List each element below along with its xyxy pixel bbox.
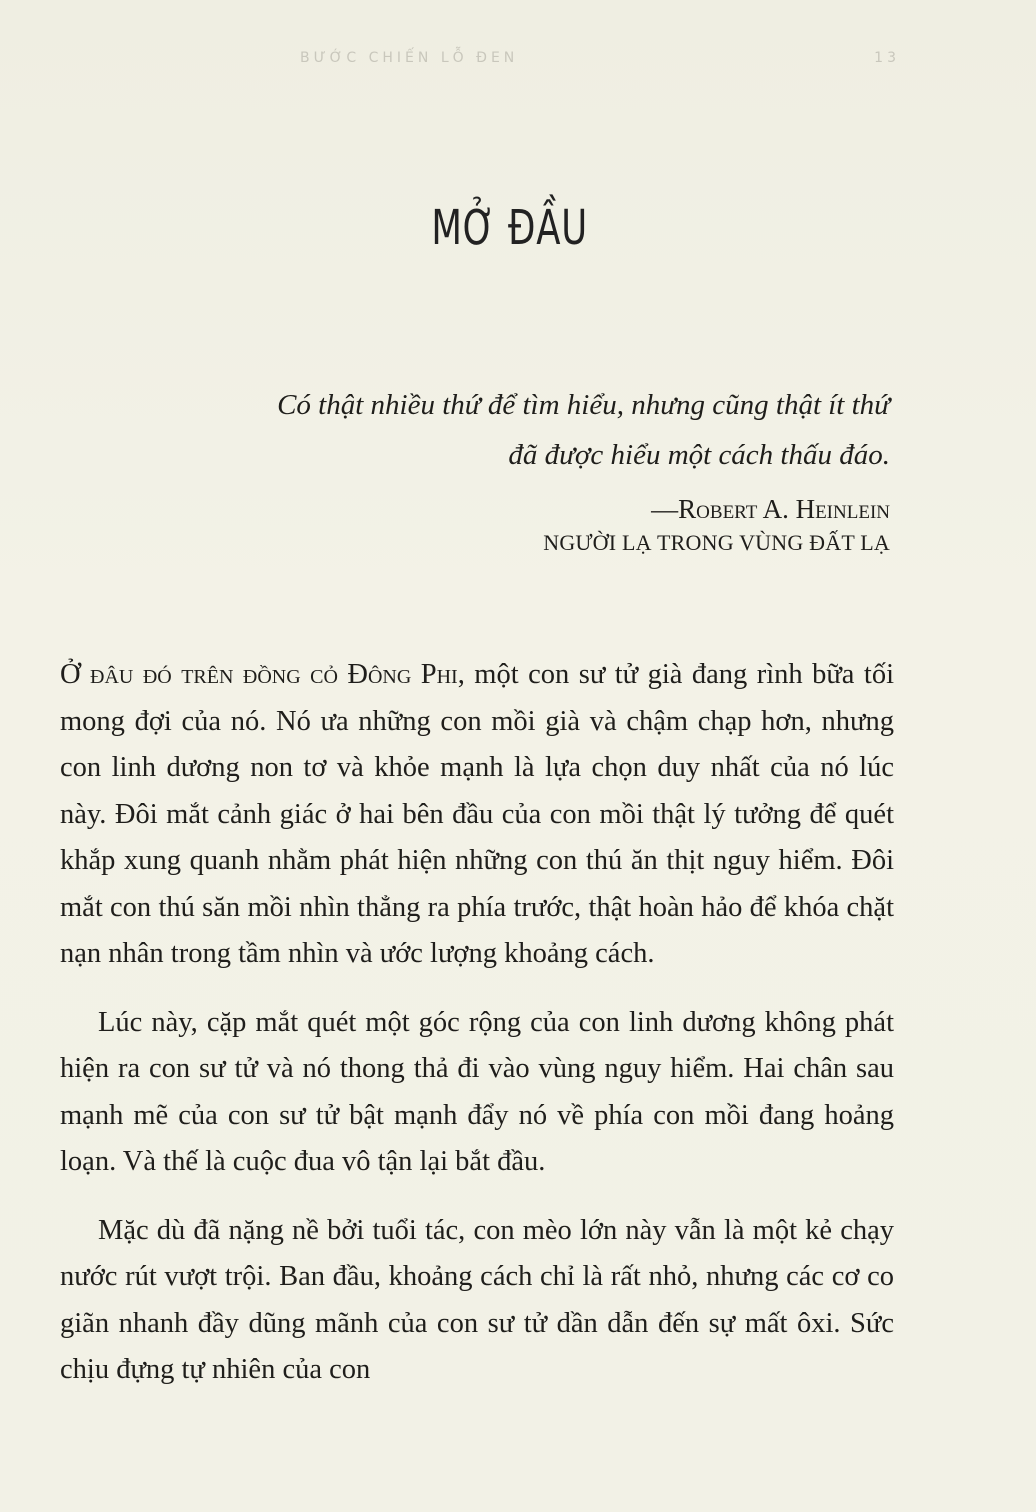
paragraph-1-lead-in: Ở đâu đó trên đồng cỏ Đông Phi,: [60, 659, 465, 690]
epigraph-line-1: Có thật nhiều thứ để tìm hiểu, nhưng cũng thật ít thứ: [277, 389, 890, 421]
epigraph-author: —Robert A. Heinlein: [651, 494, 890, 524]
epigraph-attribution: [130, 492, 890, 560]
epigraph-quote: [130, 380, 890, 480]
epigraph-line-2: đã được hiểu một cách thấu đáo.: [508, 439, 890, 471]
paragraph-1: [60, 652, 894, 978]
page-number: 13: [874, 50, 900, 66]
epigraph-book-title: NGƯỜI LẠ TRONG VÙNG ĐẤT LẠ: [543, 530, 890, 555]
paragraph-1-text: một con sư tử già đang rình bữa tối mong đợi của nó. Nó ưa những con mồi già và chậm chạp hơn, nhưng con linh dương non tơ và khỏe mạnh là lựa chọn duy nhất của nó lúc này. Đôi mắt cảnh giác ở hai bên đầu của con mồi thật lý tưởng để quét khắp xung quanh nhằm phát hiện những con thú ăn thịt nguy hiểm. Đôi mắt con thú săn mồi nhìn thẳng ra phía trước, thật hoàn hảo để khóa chặt nạn nhân trong tầm nhìn và ước lượng khoảng cách.: [60, 659, 894, 969]
chapter-title: MỞ ĐẦU: [431, 200, 589, 256]
paragraph-3: Mặc dù đã nặng nề bởi tuổi tác, con mèo lớn này vẫn là một kẻ chạy nước rút vượt trội. Ban đầu, khoảng cách chỉ là rất nhỏ, nhưng các cơ co giãn nhanh đầy dũng mãnh của con sư tử dần dẫn đến sự mất ôxi. Sức chịu đựng tự nhiên của con: [60, 1214, 894, 1385]
running-head: [300, 50, 900, 66]
paragraph-2: Lúc này, cặp mắt quét một góc rộng của con linh dương không phát hiện ra con sư tử và nó thong thả đi vào vùng nguy hiểm. Hai chân sau mạnh mẽ của con sư tử bật mạnh đẩy nó về phía con mồi đang hoảng loạn. Và thế là cuộc đua vô tận lại bắt đầu.: [60, 1006, 894, 1177]
epigraph: [130, 380, 890, 560]
body-text: [60, 652, 894, 1416]
running-head-title: BƯỚC CHIẾN LỖ ĐEN: [300, 50, 519, 66]
